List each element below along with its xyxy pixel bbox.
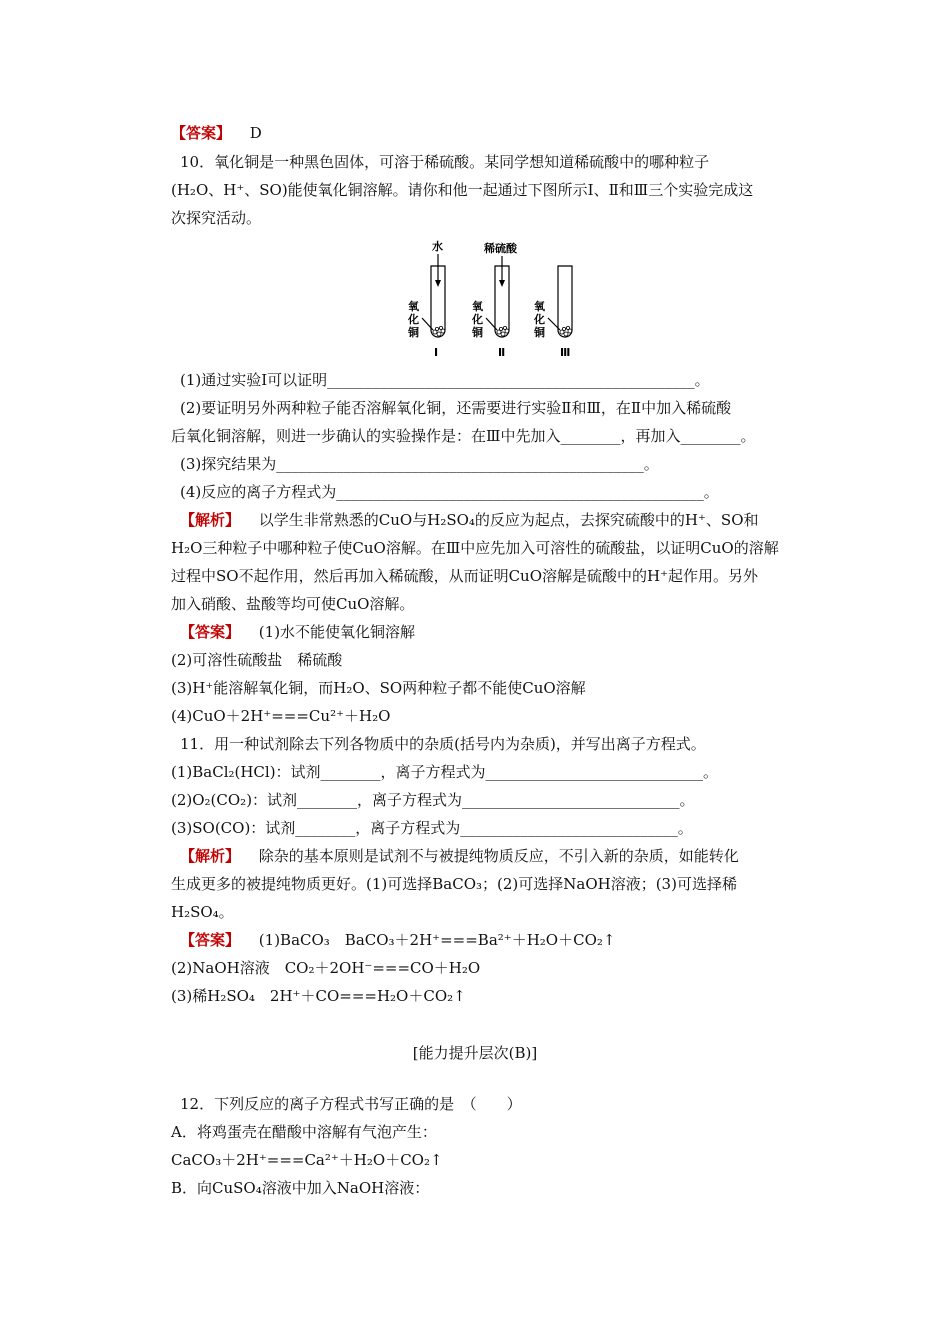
- answer-tag: 【答案】: [180, 931, 241, 949]
- q10-part4: (4)反应的离子方程式为_________________________________________________。: [180, 483, 719, 501]
- q10-line1: 10．氧化铜是一种黑色固体，可溶于稀硫酸。某同学想知道稀硫酸中的哪种粒子: [180, 153, 710, 171]
- arrow-head-water: [435, 280, 441, 287]
- q10-answer-line2: (2)可溶性硫酸盐 稀硫酸: [171, 651, 343, 669]
- label-tube-3: Ⅲ: [560, 346, 571, 359]
- label-tube-1: Ⅰ: [434, 346, 439, 359]
- q10-part1: (1)通过实验Ⅰ可以证明_________________________________________________。: [180, 371, 710, 389]
- label-cuo-2c: 铜: [472, 326, 483, 339]
- q11-part3: (3)SO(CO)：试剂________，离子方程式为_____________________________。: [171, 819, 693, 837]
- q12-option-a-equation: CaCO₃＋2H⁺===Ca²⁺＋H₂O＋CO₂↑: [171, 1151, 443, 1169]
- arrow-head-acid: [499, 280, 505, 287]
- section-heading: [能力提升层次(B)]: [412, 1044, 538, 1062]
- q12-option-a: A．将鸡蛋壳在醋酸中溶解有气泡产生：: [171, 1123, 437, 1141]
- q11-analysis-line2: 生成更多的被提纯物质更好。(1)可选择BaCO₃；(2)可选择NaOH溶液；(3)可选择稀: [171, 875, 737, 893]
- q10-answer-line3: (3)H⁺能溶解氧化铜，而H₂O、SO两种粒子都不能使CuO溶解: [171, 679, 586, 697]
- label-cuo-3a: 氧: [534, 300, 545, 313]
- label-water: 水: [432, 240, 443, 253]
- q11-answer-line1: 【答案】 (1)BaCO₃ BaCO₃＋2H⁺===Ba²⁺＋H₂O＋CO₂↑: [180, 931, 616, 949]
- q10-analysis-line2: H₂O三种粒子中哪种粒子使CuO溶解。在Ⅲ中应先加入可溶性的硫酸盐，以证明CuO的溶解: [171, 539, 779, 557]
- q10-answer-line1: 【答案】 (1)水不能使氧化铜溶解: [180, 623, 416, 641]
- q10-analysis-line1: 【解析】 以学生非常熟悉的CuO与H₂SO₄的反应为起点，去探究硫酸中的H⁺、SO和: [180, 511, 759, 529]
- q10-analysis-line3: 过程中SO不起作用，然后再加入稀硫酸，从而证明CuO溶解是硫酸中的H⁺起作用。另外: [171, 567, 759, 585]
- label-tube-2: Ⅱ: [498, 346, 506, 359]
- label-cuo-2a: 氧: [472, 300, 483, 313]
- answer-tag: 【答案】: [171, 124, 232, 142]
- answer-tag: 【答案】: [180, 623, 241, 641]
- q11-answer-line2: (2)NaOH溶液 CO₂＋2OH⁻===CO＋H₂O: [171, 959, 481, 977]
- q10-part2-line1: (2)要证明另外两种粒子能否溶解氧化铜，还需要进行实验Ⅱ和Ⅲ，在Ⅱ中加入稀硫酸: [180, 399, 732, 417]
- test-tube-figure: [400, 238, 590, 363]
- copper-oxide-powder: [433, 326, 572, 336]
- q10-line2: (H₂O、H⁺、SO)能使氧化铜溶解。请你和他一起通过下图所示Ⅰ、Ⅱ和Ⅲ三个实验完成这: [171, 181, 754, 199]
- label-cuo-1a: 氧: [408, 300, 419, 313]
- q11-analysis-line3: H₂SO₄。: [171, 903, 234, 921]
- answer-value: D: [249, 124, 262, 142]
- q12-option-b: B．向CuSO₄溶液中加入NaOH溶液：: [171, 1179, 430, 1197]
- label-cuo-1b: 化: [408, 313, 419, 326]
- q11-part1: (1)BaCl₂(HCl)：试剂________，离子方程式为_____________________________。: [171, 763, 719, 781]
- analysis-tag: 【解析】: [180, 511, 241, 529]
- q10-part3: (3)探究结果为_________________________________________________。: [180, 455, 659, 473]
- q11-part2: (2)O₂(CO₂)：试剂________，离子方程式为_____________________________。: [171, 791, 695, 809]
- q12-stem: 12．下列反应的离子方程式书写正确的是 （ ）: [180, 1095, 522, 1113]
- q11-answer-line3: (3)稀H₂SO₄ 2H⁺＋CO===H₂O＋CO₂↑: [171, 987, 466, 1005]
- label-cuo-1c: 铜: [408, 326, 419, 339]
- test-tube-3: [558, 266, 572, 337]
- label-cuo-2b: 化: [472, 313, 483, 326]
- answer-9: [171, 123, 262, 143]
- q10-part2-line2: 后氧化铜溶解，则进一步确认的实验操作是：在Ⅲ中先加入________，再加入________。: [171, 427, 756, 445]
- q11-analysis-line1: 【解析】 除杂的基本原则是试剂不与被提纯物质反应，不引入新的杂质，如能转化: [180, 847, 739, 865]
- label-cuo-3c: 铜: [534, 326, 545, 339]
- analysis-tag: 【解析】: [180, 847, 241, 865]
- q10-answer-line4: (4)CuO＋2H⁺===Cu²⁺＋H₂O: [171, 707, 391, 725]
- q10-line3: 次探究活动。: [171, 209, 262, 227]
- label-cuo-3b: 化: [534, 313, 545, 326]
- q11-stem: 11．用一种试剂除去下列各物质中的杂质(括号内为杂质)，并写出离子方程式。: [180, 735, 706, 753]
- label-acid: 稀硫酸: [484, 242, 517, 255]
- q10-analysis-line4: 加入硝酸、盐酸等均可使CuO溶解。: [171, 595, 415, 613]
